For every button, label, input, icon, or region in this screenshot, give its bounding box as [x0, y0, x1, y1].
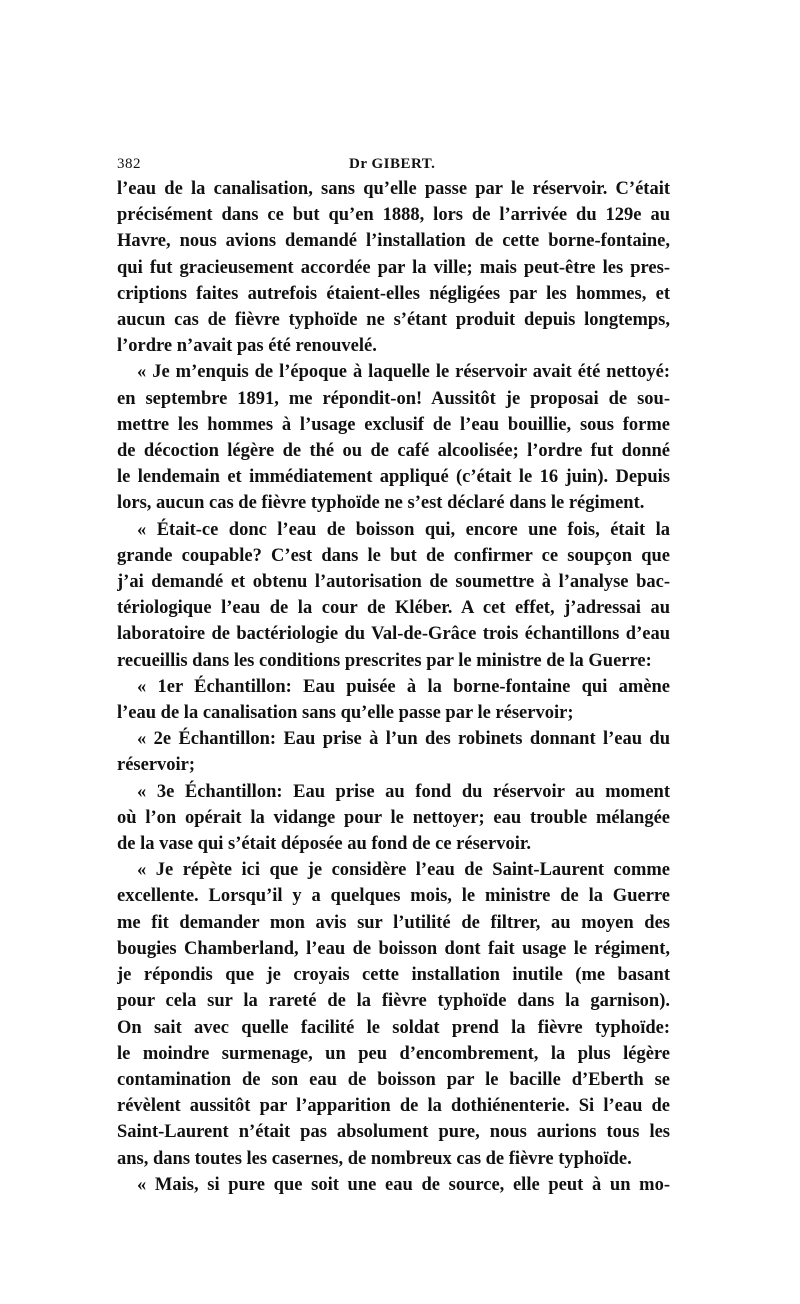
text-line: grande coupable? C’est dans le but de confirmer ce soupçon que	[117, 545, 670, 566]
text-line: en septembre 1891, me répondit-on! Aussitôt je proposai de sou-	[117, 388, 670, 409]
text-line: précisément dans ce but qu’en 1888, lors de l’arrivée du 129e au	[117, 205, 670, 226]
text-line: Havre, nous avions demandé l’installation de cette borne-fontaine,	[117, 231, 670, 252]
text-line: On sait avec quelle facilité le soldat prend la fièvre typhoïde:	[117, 1017, 670, 1038]
text-line: « Je répète ici que je considère l’eau de Saint-Laurent comme	[137, 860, 670, 881]
text-line: laboratoire de bactériologie du Val-de-Grâce trois échantillons d’eau	[117, 624, 670, 645]
text-line: où l’on opérait la vidange pour le nettoyer; eau trouble mélangée	[117, 807, 670, 828]
text-line: aucun cas de fièvre typhoïde ne s’étant produit depuis longtemps,	[117, 310, 670, 331]
book-page	[117, 150, 670, 1198]
text-line: recueillis dans les conditions prescrites par le ministre de la Guerre:	[117, 650, 652, 671]
text-line: me fit demander mon avis sur l’utilité de filtrer, au moyen des	[117, 912, 670, 933]
text-line: de la vase qui s’était déposée au fond de ce réservoir.	[117, 834, 531, 855]
text-line: réservoir;	[117, 755, 196, 776]
text-line: de décoction légère de thé ou de café alcoolisée; l’ordre fut donné	[117, 441, 670, 462]
text-line: « Mais, si pure que soit une eau de source, elle peut à un mo-	[137, 1174, 670, 1195]
running-title: Dr GIBERT.	[349, 156, 436, 172]
text-line: ans, dans toutes les casernes, de nombreux cas de fièvre typhoïde.	[117, 1148, 632, 1169]
text-line: j’ai demandé et obtenu l’autorisation de soumettre à l’analyse bac-	[117, 572, 670, 593]
page-number: 382	[117, 156, 141, 172]
text-line: l’eau de la canalisation sans qu’elle passe par le réservoir;	[117, 703, 574, 724]
text-line: excellente. Lorsqu’il y a quelques mois, le ministre de la Guerre	[117, 886, 670, 907]
text-line: l’eau de la canalisation, sans qu’elle passe par le réservoir. C’était	[117, 179, 670, 199]
text-line: lors, aucun cas de fièvre typhoïde ne s’est déclaré dans le régiment.	[117, 493, 645, 514]
text-line: le moindre surmenage, un peu d’encombrement, la plus légère	[117, 1043, 670, 1064]
text-line: bougies Chamberland, l’eau de boisson dont fait usage le régiment,	[117, 938, 670, 959]
text-line: qui fut gracieusement accordée par la ville; mais peut-être les pres-	[117, 257, 670, 278]
text-line: Saint-Laurent n’était pas absolument pure, nous aurions tous les	[117, 1122, 670, 1143]
text-line: « Je m’enquis de l’époque à laquelle le réservoir avait été nettoyé:	[137, 362, 670, 383]
text-line: l’ordre n’avait pas été renouvelé.	[117, 336, 377, 357]
text-line: « Était-ce donc l’eau de boisson qui, encore une fois, était la	[137, 519, 670, 540]
text-line: contamination de son eau de boisson par le bacille d’Eberth se	[117, 1069, 670, 1090]
body-text	[117, 176, 670, 1198]
text-line: « 3e Échantillon: Eau prise au fond du réservoir au moment	[137, 781, 670, 802]
text-line: criptions faites autrefois étaient-elles négligées par les hommes, et	[117, 283, 670, 304]
running-head	[117, 150, 670, 176]
text-line: « 1er Échantillon: Eau puisée à la borne-fontaine qui amène	[137, 676, 670, 697]
text-line: « 2e Échantillon: Eau prise à l’un des robinets donnant l’eau du	[137, 729, 670, 750]
text-line: pour cela sur la rareté de la fièvre typhoïde dans la garnison).	[117, 991, 670, 1012]
text-line: le lendemain et immédiatement appliqué (c’était le 16 juin). Depuis	[117, 467, 670, 488]
text-line: je répondis que je croyais cette installation inutile (me basant	[117, 965, 670, 986]
text-line: tériologique l’eau de la cour de Kléber. A cet effet, j’adressai au	[117, 598, 670, 619]
text-line: révèlent aussitôt par l’apparition de la dothiénenterie. Si l’eau de	[117, 1096, 670, 1117]
text-line: mettre les hommes à l’usage exclusif de l’eau bouillie, sous forme	[117, 414, 670, 435]
